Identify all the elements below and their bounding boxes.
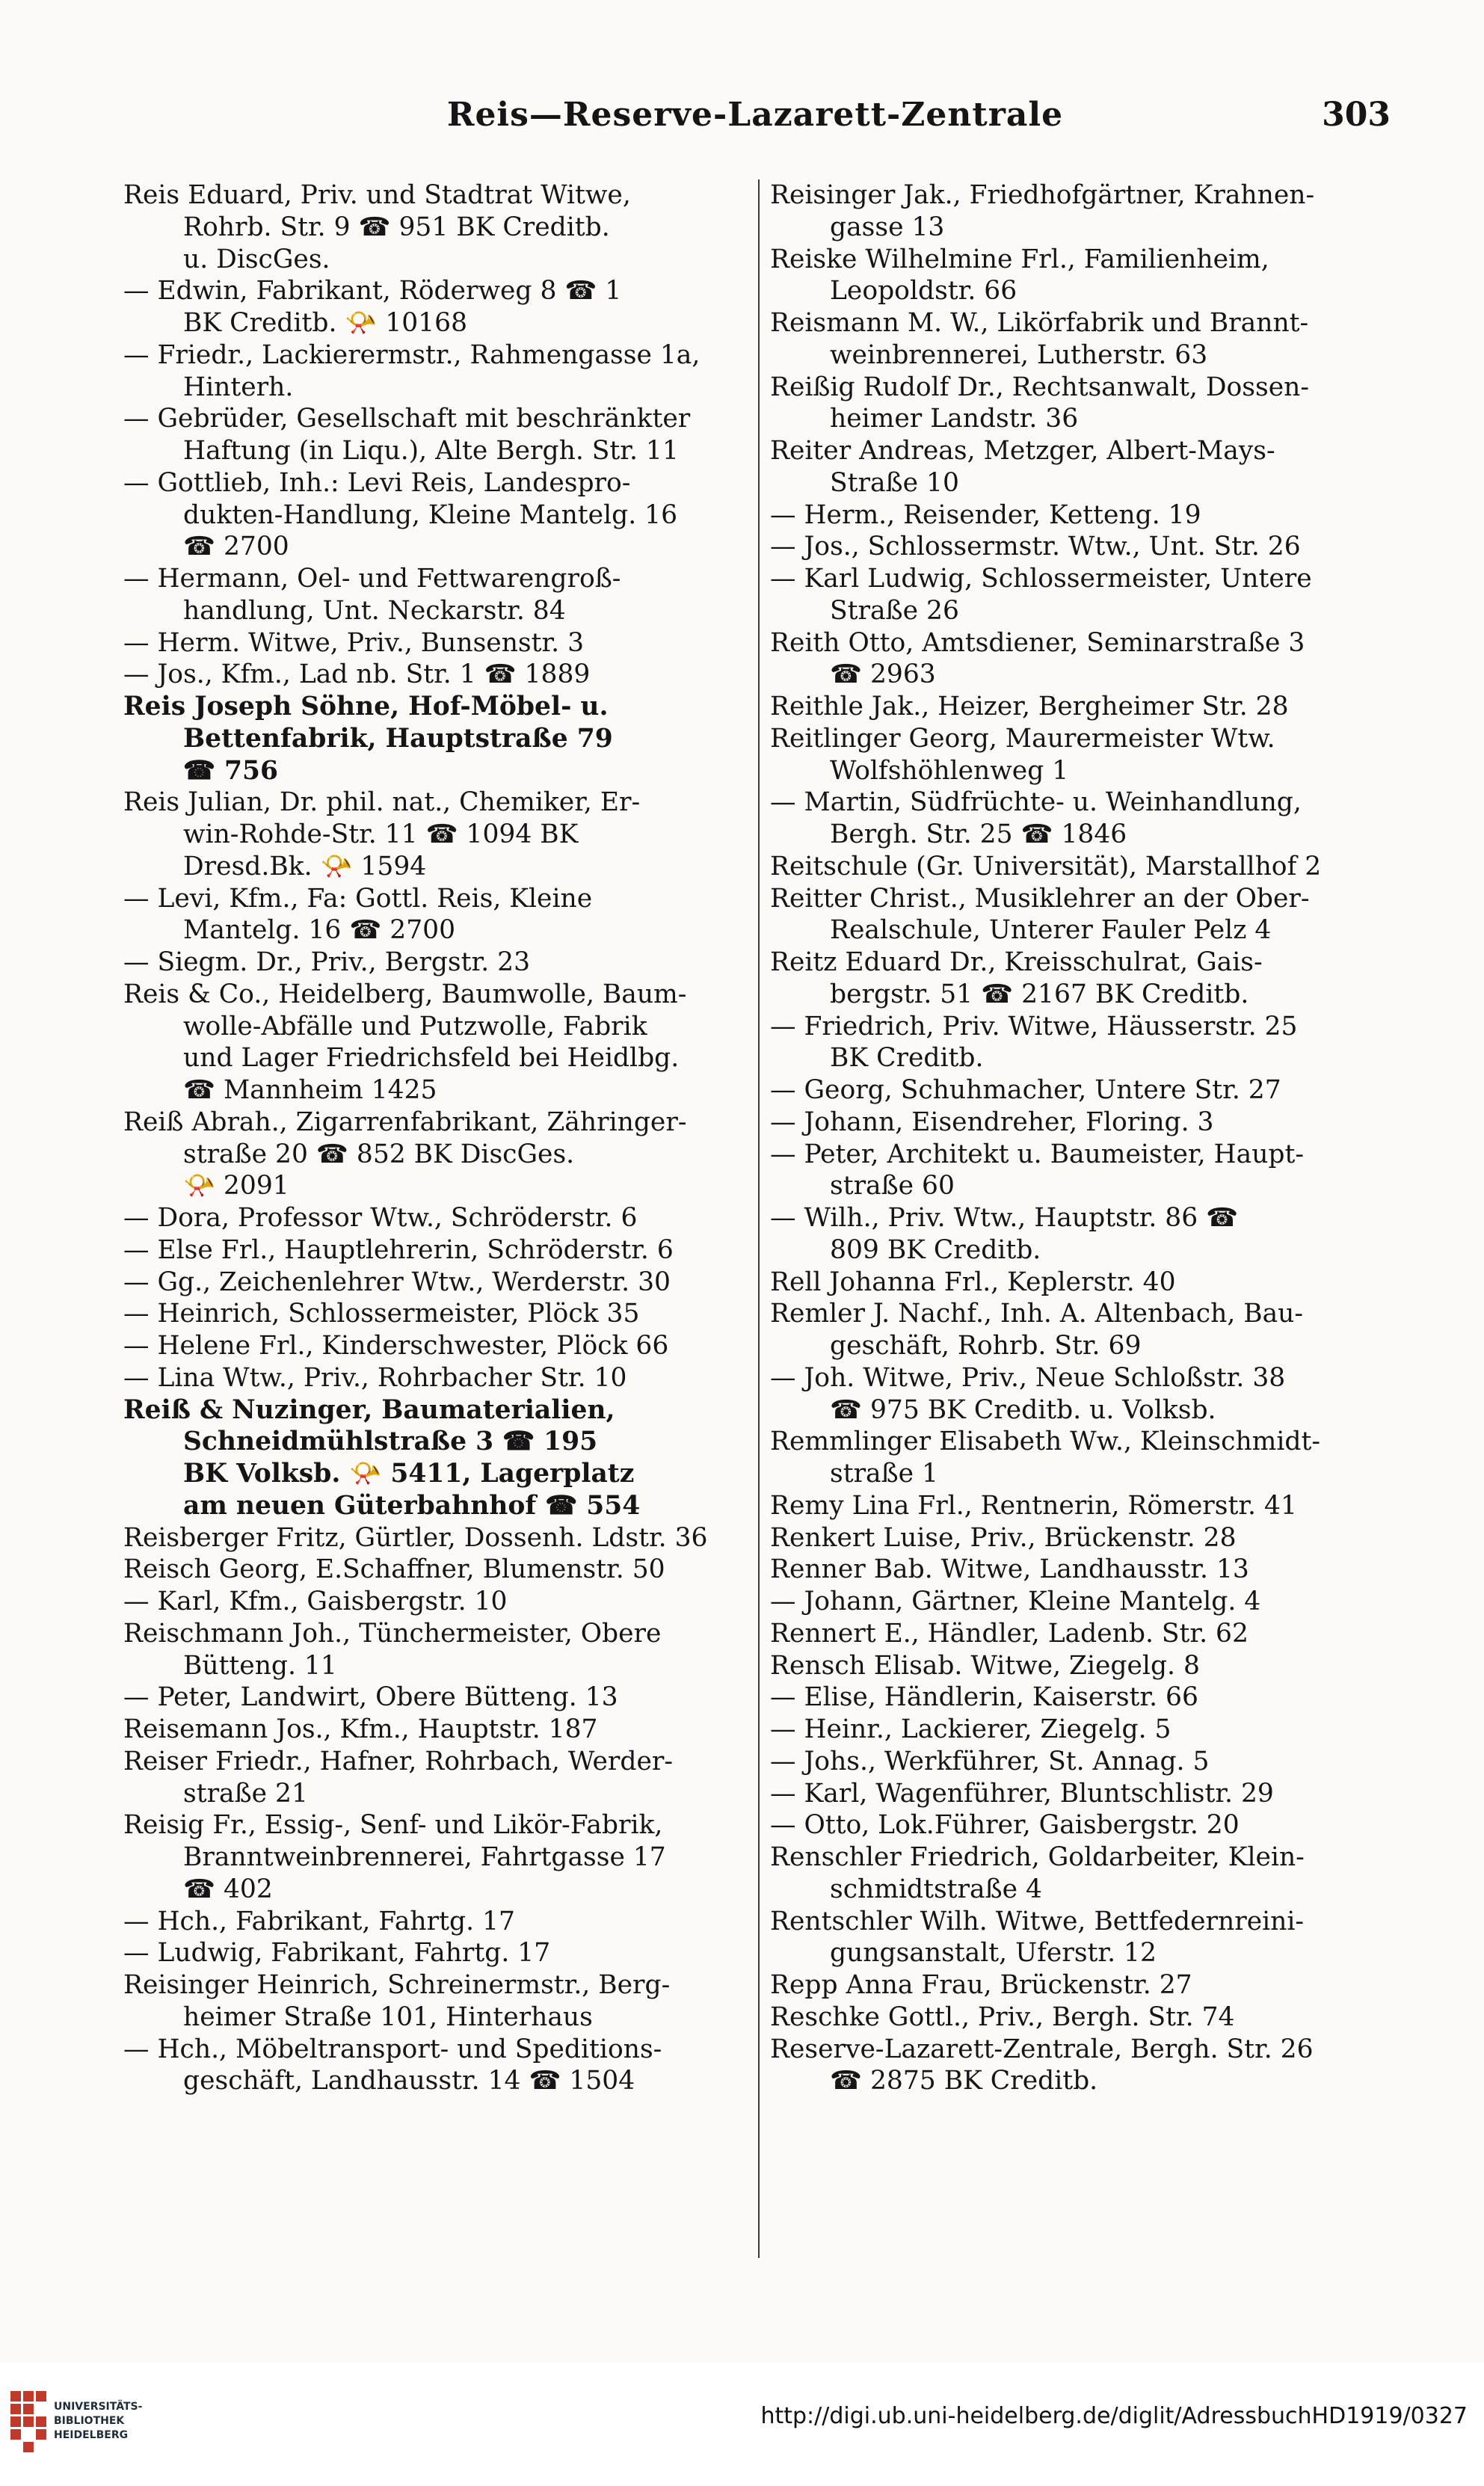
directory-entry-line: Straße 10	[830, 467, 959, 498]
directory-entry-line: handlung, Unt. Neckarstr. 84	[183, 595, 566, 626]
directory-entry-line: Reis & Co., Heidelberg, Baumwolle, Baum-	[123, 979, 687, 1009]
page-number: 303	[1322, 96, 1391, 134]
directory-entry-line: — Wilh., Priv. Wtw., Hauptstr. 86 ☎	[770, 1203, 1239, 1233]
directory-entry-line: Remler J. Nachf., Inh. A. Altenbach, Bau-	[770, 1299, 1304, 1329]
directory-entry-line: straße 20 ☎ 852 BK DiscGes.	[183, 1139, 575, 1169]
directory-entry-line: Reitlinger Georg, Maurermeister Wtw.	[770, 723, 1275, 754]
directory-entry-line: ☎ 2700	[183, 532, 289, 562]
directory-entry-line: Renner Bab. Witwe, Landhausstr. 13	[770, 1554, 1249, 1585]
directory-entry-line: — Ludwig, Fabrikant, Fahrtg. 17	[123, 1938, 551, 1969]
directory-entry-line: — Peter, Architekt u. Baumeister, Haupt-	[770, 1139, 1305, 1169]
directory-entry-line: ☎ 2963	[830, 659, 936, 690]
directory-entry-line: Haftung (in Liqu.), Alte Bergh. Str. 11	[183, 436, 679, 466]
directory-entry-line: Reis Julian, Dr. phil. nat., Chemiker, Er-	[123, 787, 641, 818]
directory-entry-line: Reitschule (Gr. Universität), Marstallhof 2	[770, 851, 1322, 882]
left-column	[123, 179, 751, 2288]
directory-entry-line: — Levi, Kfm., Fa: Gottl. Reis, Kleine	[123, 883, 593, 914]
directory-entry-line: ☎ 975 BK Creditb. u. Volksb.	[830, 1394, 1216, 1425]
directory-entry-line: — Siegm. Dr., Priv., Bergstr. 23	[123, 947, 531, 977]
library-logo-icon	[10, 2391, 46, 2455]
directory-entry-line: Bettenfabrik, Hauptstraße 79	[183, 723, 613, 754]
directory-entry-line: straße 1	[830, 1459, 939, 1489]
directory-entry-line: — Herm., Reisender, Ketteng. 19	[770, 499, 1201, 530]
directory-entry-line: Rentschler Wilh. Witwe, Bettfedernreini-	[770, 1906, 1305, 1936]
directory-entry-line: wolle-Abfälle und Putzwolle, Fabrik	[183, 1011, 647, 1042]
directory-entry-line: geschäft, Rohrb. Str. 69	[830, 1331, 1142, 1361]
directory-entry-line: BK Creditb. 📯 10168	[183, 308, 468, 338]
directory-entry-line: Branntweinbrennerei, Fahrtgasse 17	[183, 1842, 666, 1872]
directory-entry-line: — Heinr., Lackierer, Ziegelg. 5	[770, 1714, 1172, 1744]
directory-entry-line: straße 60	[830, 1171, 955, 1202]
directory-entry-line: — Herm. Witwe, Priv., Bunsenstr. 3	[123, 627, 585, 658]
source-url-link[interactable]: http://digi.ub.uni-heidelberg.de/diglit/AdressbuchHD1919/0327	[760, 2403, 1468, 2429]
directory-entry-line: Rell Johanna Frl., Keplerstr. 40	[770, 1267, 1176, 1297]
directory-entry-line: Remmlinger Elisabeth Ww., Kleinschmidt-	[770, 1427, 1321, 1457]
directory-entry-line: heimer Straße 101, Hinterhaus	[183, 2002, 593, 2032]
directory-entry-line: gasse 13	[830, 212, 945, 242]
directory-entry-line: ☎ Mannheim 1425	[183, 1075, 437, 1105]
directory-entry-line: und Lager Friedrichsfeld bei Heidlbg.	[183, 1043, 680, 1074]
directory-entry-line: — Georg, Schuhmacher, Untere Str. 27	[770, 1075, 1281, 1105]
page-header	[120, 96, 1391, 148]
directory-entry-line: — Joh. Witwe, Priv., Neue Schloßstr. 38	[770, 1362, 1286, 1393]
directory-entry-line: Reitz Eduard Dr., Kreisschulrat, Gais-	[770, 947, 1263, 977]
directory-entry-line: — Heinrich, Schlossermeister, Plöck 35	[123, 1299, 640, 1329]
directory-entry-line: Reisinger Heinrich, Schreinermstr., Berg-	[123, 1970, 671, 2000]
directory-entry-line: Reitter Christ., Musiklehrer an der Ober-	[770, 883, 1310, 914]
right-column	[770, 179, 1398, 2288]
directory-entry-line: — Elise, Händlerin, Kaiserstr. 66	[770, 1682, 1198, 1713]
directory-entry-line: Mantelg. 16 ☎ 2700	[183, 915, 456, 946]
directory-entry-line: ☎ 2875 BK Creditb.	[830, 2066, 1098, 2096]
directory-entry-line: Bergh. Str. 25 ☎ 1846	[830, 819, 1127, 849]
directory-entry-line: — Karl, Kfm., Gaisbergstr. 10	[123, 1587, 508, 1616]
directory-entry-line: — Lina Wtw., Priv., Rohrbacher Str. 10	[123, 1362, 627, 1393]
directory-entry-line: Reis Eduard, Priv. und Stadtrat Witwe,	[123, 180, 631, 210]
directory-entry-line: win-Rohde-Str. 11 ☎ 1094 BK	[183, 819, 579, 849]
directory-entry-line: Repp Anna Frau, Brückenstr. 27	[770, 1970, 1192, 2000]
directory-entry-line: weinbrennerei, Lutherstr. 63	[830, 339, 1208, 370]
directory-entry-line: ☎ 756	[183, 755, 278, 786]
directory-entry-line: Reserve-Lazarett-Zentrale, Bergh. Str. 26	[770, 2034, 1314, 2064]
directory-entry-line: Reiß & Nuzinger, Baumaterialien,	[123, 1394, 615, 1425]
directory-entry-line: BK Volksb. 📯 5411, Lagerplatz	[183, 1459, 635, 1489]
directory-entry-line: Rensch Elisab. Witwe, Ziegelg. 8	[770, 1650, 1200, 1681]
directory-entry-line: Reisinger Jak., Friedhofgärtner, Krahnen-	[770, 180, 1315, 210]
directory-entry-line: — Karl, Wagenführer, Bluntschlistr. 29	[770, 1778, 1274, 1809]
directory-entry-line: Schneidmühlstraße 3 ☎ 195	[183, 1427, 598, 1457]
directory-entry-line: Reiß Abrah., Zigarrenfabrikant, Zähringer-	[123, 1107, 687, 1137]
directory-entry-line: — Johs., Werkführer, St. Annag. 5	[770, 1746, 1210, 1776]
directory-entry-line: Renschler Friedrich, Goldarbeiter, Klein-	[770, 1842, 1305, 1872]
directory-entry-line: — Helene Frl., Kinderschwester, Plöck 66	[123, 1331, 669, 1361]
column-divider	[758, 179, 760, 2258]
directory-entry-line: Rennert E., Händler, Ladenb. Str. 62	[770, 1618, 1249, 1649]
directory-entry-line: 809 BK Creditb.	[830, 1234, 1041, 1265]
directory-entry-line: — Otto, Lok.Führer, Gaisbergstr. 20	[770, 1810, 1240, 1841]
directory-entry-line: Reiter Andreas, Metzger, Albert-Mays-	[770, 436, 1275, 466]
directory-entry-line: — Martin, Südfrüchte- u. Weinhandlung,	[770, 787, 1302, 818]
directory-entry-line: — Jos., Kfm., Lad nb. Str. 1 ☎ 1889	[123, 659, 591, 690]
directory-entry-line: Reisemann Jos., Kfm., Hauptstr. 187	[123, 1714, 598, 1744]
directory-entry-line: Wolfshöhlenweg 1	[830, 755, 1069, 786]
directory-entry-line: heimer Landstr. 36	[830, 404, 1079, 434]
running-head: Reis—Reserve-Lazarett-Zentrale	[446, 96, 1064, 134]
directory-entry-line: — Friedrich, Priv. Witwe, Häusserstr. 25	[770, 1011, 1298, 1042]
footer-bar	[0, 2363, 1484, 2486]
directory-entry-line: am neuen Güterbahnhof ☎ 554	[183, 1490, 641, 1521]
directory-entry-line: Renkert Luise, Priv., Brückenstr. 28	[770, 1522, 1237, 1553]
library-name-line: UNIVERSITÄTS-	[54, 2401, 143, 2413]
directory-entry-line: Remy Lina Frl., Rentnerin, Römerstr. 41	[770, 1490, 1297, 1521]
directory-entry-line: straße 21	[183, 1778, 308, 1809]
directory-entry-line: — Hch., Möbeltransport- und Speditions-	[123, 2034, 662, 2064]
directory-entry-line: — Gg., Zeichenlehrer Wtw., Werderstr. 30	[123, 1267, 671, 1297]
directory-entry-line: — Friedr., Lackierermstr., Rahmengasse 1a,	[123, 339, 701, 370]
directory-entry-line: Reischmann Joh., Tünchermeister, Obere	[123, 1618, 662, 1649]
directory-entry-line: Bütteng. 11	[183, 1650, 337, 1681]
directory-entry-line: schmidtstraße 4	[830, 1874, 1042, 1904]
directory-entry-line: Reißig Rudolf Dr., Rechtsanwalt, Dossen-	[770, 372, 1309, 402]
directory-entry-line: — Karl Ludwig, Schlossermeister, Untere	[770, 564, 1312, 594]
library-name-line: HEIDELBERG	[54, 2429, 129, 2441]
directory-entry-line: Leopoldstr. 66	[830, 276, 1017, 307]
directory-entry-line: Dresd.Bk. 📯 1594	[183, 851, 427, 882]
directory-entry-line: ☎ 402	[183, 1874, 273, 1904]
directory-entry-line: — Gebrüder, Gesellschaft mit beschränkter	[123, 404, 691, 434]
directory-entry-line: Reithle Jak., Heizer, Bergheimer Str. 28	[770, 692, 1289, 722]
directory-entry-line: Reis Joseph Söhne, Hof-Möbel- u.	[123, 692, 609, 722]
directory-entry-line: gungsanstalt, Uferstr. 12	[830, 1938, 1157, 1969]
directory-entry-line: Reismann M. W., Likörfabrik und Brannt-	[770, 308, 1309, 338]
directory-entry-line: Reschke Gottl., Priv., Bergh. Str. 74	[770, 2002, 1235, 2032]
directory-entry-line: — Gottlieb, Inh.: Levi Reis, Landespro-	[123, 467, 631, 498]
directory-entry-line: — Peter, Landwirt, Obere Bütteng. 13	[123, 1682, 618, 1713]
directory-entry-line: — Edwin, Fabrikant, Röderweg 8 ☎ 1	[123, 276, 622, 307]
directory-entry-line: Reisberger Fritz, Gürtler, Dossenh. Ldstr. 36	[123, 1522, 708, 1553]
directory-entry-line: Straße 26	[830, 595, 959, 626]
directory-entry-line: dukten-Handlung, Kleine Mantelg. 16	[183, 499, 678, 530]
directory-entry-line: — Dora, Professor Wtw., Schröderstr. 6	[123, 1203, 638, 1233]
directory-entry-line: Hinterh.	[183, 372, 294, 402]
directory-entry-line: Reisig Fr., Essig-, Senf- und Likör-Fabrik,	[123, 1810, 663, 1841]
directory-entry-line: Rohrb. Str. 9 ☎ 951 BK Creditb.	[183, 212, 610, 242]
library-name	[54, 2400, 142, 2443]
directory-entry-line: — Jos., Schlossermstr. Wtw., Unt. Str. 26	[770, 532, 1301, 562]
directory-entry-line: Realschule, Unterer Fauler Pelz 4	[830, 915, 1272, 946]
directory-entry-line: bergstr. 51 ☎ 2167 BK Creditb.	[830, 979, 1249, 1009]
directory-entry-line: Reiser Friedr., Hafner, Rohrbach, Werder-	[123, 1746, 674, 1776]
directory-entry-line: — Johann, Gärtner, Kleine Mantelg. 4	[770, 1587, 1261, 1616]
library-name-line: BIBLIOTHEK	[54, 2415, 125, 2427]
directory-entry-line: u. DiscGes.	[183, 244, 330, 274]
directory-entry-line: — Else Frl., Hauptlehrerin, Schröderstr. 6	[123, 1234, 674, 1265]
directory-entry-line: — Johann, Eisendreher, Floring. 3	[770, 1107, 1214, 1137]
directory-entry-line: — Hermann, Oel- und Fettwarengroß-	[123, 564, 621, 594]
directory-entry-line: BK Creditb.	[830, 1043, 984, 1074]
directory-entry-line: — Hch., Fabrikant, Fahrtg. 17	[123, 1906, 515, 1936]
directory-entry-line: Reiske Wilhelmine Frl., Familienheim,	[770, 244, 1269, 274]
directory-entry-line: Reisch Georg, E.Schaffner, Blumenstr. 50	[123, 1554, 665, 1585]
directory-entry-line: geschäft, Landhausstr. 14 ☎ 1504	[183, 2066, 635, 2096]
directory-entry-line: Reith Otto, Amtsdiener, Seminarstraße 3	[770, 627, 1305, 658]
directory-entry-line: 📯 2091	[183, 1171, 289, 1202]
